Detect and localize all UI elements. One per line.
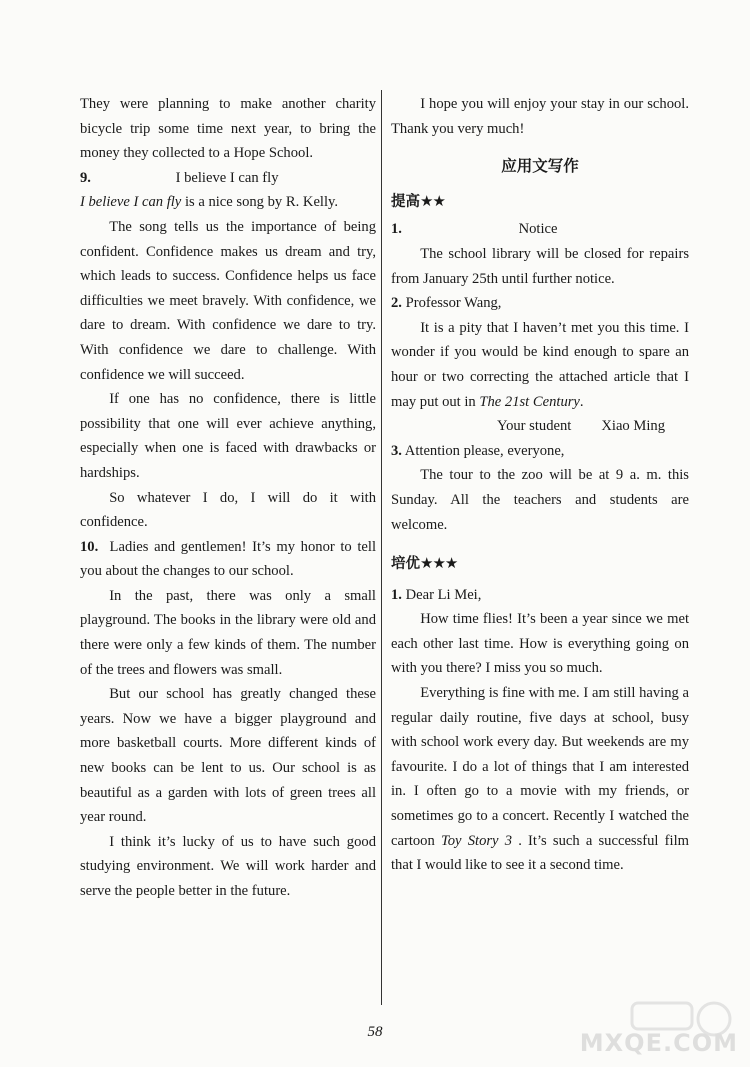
r4-text-end: . It’s such a successful film that I would like to see it a second time. <box>391 832 690 874</box>
r2-text-end: . <box>579 393 584 410</box>
level-heading-tigao <box>391 189 689 215</box>
watermark-logo <box>579 997 742 1059</box>
r3-first-text: Attention please, everyone, <box>404 442 565 459</box>
r3-paragraph: The tour to the zoo will be at 9 a. m. this Sunday. All the teachers and students are welcome. <box>391 467 689 533</box>
right-intro-paragraph: I hope you will enjoy your stay in our school. Thank you very much! <box>391 96 689 137</box>
r4-paragraph-1: How time flies! It’s been a year since we met each other last time. How is everything going on with you there? I miss you so much. <box>391 611 689 677</box>
item-9-song-line <box>80 190 376 215</box>
item-10-number: 10. <box>80 538 99 555</box>
notice-title: Notice <box>518 221 558 238</box>
r2-salutation: Professor Wang, <box>405 295 502 312</box>
newspaper-title: The 21st Century <box>479 393 580 410</box>
r2-number: 2. <box>391 295 402 312</box>
r3-number: 3. <box>391 442 402 459</box>
item-9-paragraph-1: The song tells us the importance of being confident. Confidence makes us dream and try, which leads to success. Confidence helps us face difficulties we meet bravely. With confidence, we dare to dream. With confidence we dare to try. With confidence we dare to challenge. With confidence we will succeed. <box>80 218 376 383</box>
star-icon: ★★★ <box>420 554 458 573</box>
r1-number: 1. <box>391 221 402 238</box>
item-9-paragraph-2: If one has no confidence, there is little possibility that one will ever achieve anything, especially when one is faced with drawbacks or hardships. <box>80 391 376 481</box>
item-10-paragraph-3: I think it’s lucky of us to have such good studying environment. We will work harder and serve the people better in the future. <box>80 833 376 899</box>
star-icon: ★★ <box>420 191 445 210</box>
item-9-number: 9. <box>80 169 91 186</box>
r4-text-start: Everything is fine with me. I am still having a regular daily routine, five days at school, busy with school work every day. But weekends are my favourite. I do a lot of things that I am interested in. I often go to a movie with my friends, or sometimes go to a concert. Recently I watched the cartoon <box>391 685 689 849</box>
r1-heading <box>391 217 689 242</box>
section-title: 应用文写作 <box>501 157 579 176</box>
r4-salutation-line <box>391 583 689 608</box>
watermark-text: MXQE.COM <box>579 1029 738 1057</box>
notice-paragraph: The school library will be closed for repairs from January 25th until further notice. <box>391 245 689 287</box>
column-divider <box>381 90 382 1005</box>
r3-first-line <box>391 439 689 464</box>
r4-paragraph-2 <box>391 681 689 878</box>
level-label: 提高 <box>391 193 420 210</box>
item-9-paragraph-3: So whatever I do, I will do it with confidence. <box>80 489 376 531</box>
r2-text-start: It is a pity that I haven’t met you this time. I wonder if you would be kind enough to spare an hour or two correcting the attached article that I may put out in <box>391 319 689 410</box>
r2-salutation-line <box>391 291 689 316</box>
page-number: 58 <box>367 1024 383 1040</box>
level-label: 培优 <box>391 556 420 573</box>
r4-number: 1. <box>391 586 402 603</box>
item-10-paragraph-1: In the past, there was only a small playground. The books in the library were old and there were only a few kinds of them. The number of the trees and flowers was small. <box>80 587 376 678</box>
item-10-first-paragraph <box>80 535 376 584</box>
r4-salutation: Dear Li Mei, <box>405 586 482 603</box>
movie-title: Toy Story 3 <box>440 832 513 849</box>
item-10-first-text: Ladies and gentlemen! It’s my honor to tell you about the changes to our school. <box>80 538 377 580</box>
right-column <box>391 92 689 878</box>
left-intro-paragraph: They were planning to make another charity bicycle trip some time next year, to bring the money they collected to a Hope School. <box>80 96 376 162</box>
r2-signature <box>391 414 689 439</box>
left-column <box>80 92 376 904</box>
song-title: I believe I can fly <box>80 194 182 211</box>
signature-role: Your student <box>497 418 572 435</box>
r2-paragraph <box>391 316 689 414</box>
signature-name: Xiao Ming <box>601 418 665 435</box>
level-heading-peiyou <box>391 551 689 577</box>
item-9-heading <box>80 166 376 191</box>
item-10-paragraph-2: But our school has greatly changed these years. Now we have a bigger playground and more basketball courts. More different kinds of new books can be lent to us. Our school is as beautiful as a garden with lots of green trees all year round. <box>80 686 376 826</box>
item-9-title: I believe I can fly <box>175 169 279 186</box>
song-line-rest: is a nice song by R. Kelly. <box>181 194 339 211</box>
